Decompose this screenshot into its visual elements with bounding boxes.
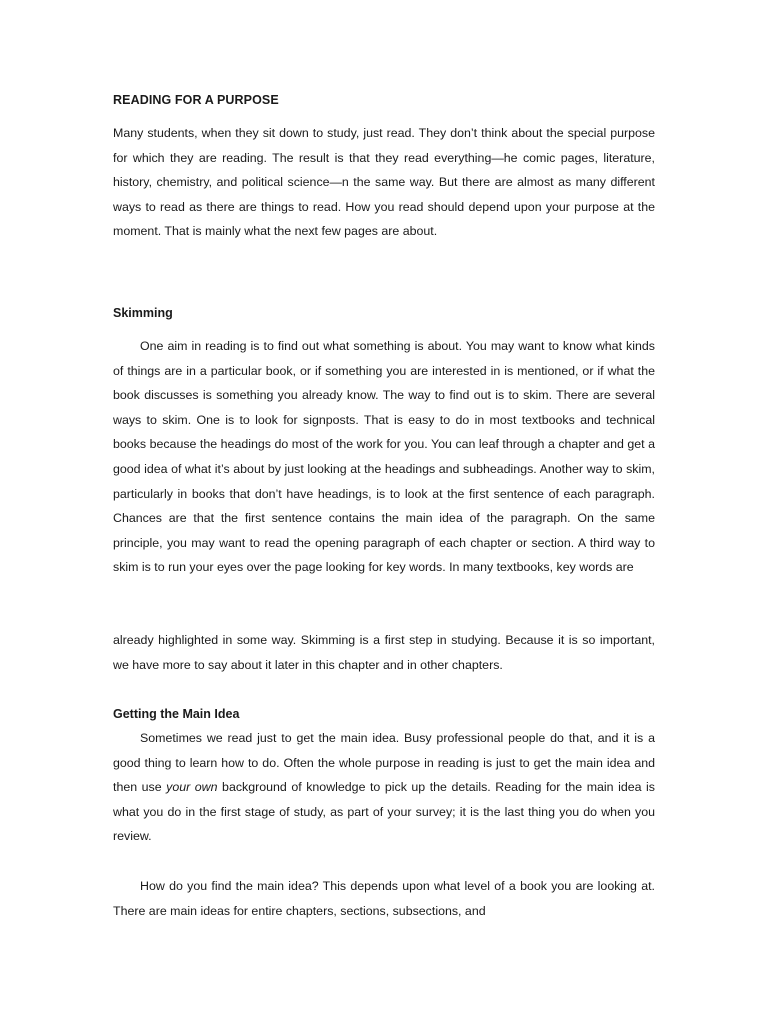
main-idea-text-after: background of knowledge to pick up the details. Reading for the main idea is what you do in the first stage of study, as part of your survey; it is the last thing you do when you review. <box>113 780 655 844</box>
main-idea-emphasis: your own <box>166 780 218 795</box>
main-idea-paragraph-1 <box>113 726 655 849</box>
intro-paragraph: Many students, when they sit down to study, just read. They don’t think about the special purpose for which they are reading. The result is that they read everything—he comic pages, literature, history, chemistry, and political science—n the same way. But there are almost as many different ways to read as there are things to read. How you read should depend upon your purpose at the moment. That is mainly what the next few pages are about. <box>113 126 655 239</box>
skimming-paragraph-1: One aim in reading is to find out what something is about. You may want to know what kinds of things are in a particular book, or if something you are interested in is mentioned, or if what the book discusses is something you already know. The way to find out is to skim. There are several ways to skim. One is to look for signposts. That is easy to do in most textbooks and technical books because the headings do most of the work for you. You can leaf through a chapter and get a good idea of what it’s about by just looking at the headings and subheadings. Another way to skim, particularly in books that don’t have headings, is to look at the first sentence of each paragraph. Chances are that the first sentence contains the main idea of the paragraph. On the same principle, you may want to read the opening paragraph of each chapter or section. A third way to skim is to run your eyes over the page looking for key words. In many textbooks, key words are <box>113 339 655 575</box>
main-idea-text-before: Sometimes we read just to get the main idea. Busy professional people do that, and it is a good thing to learn how to do. Often the whole purpose in reading is just to get the main idea and then use <box>113 731 655 795</box>
section-heading-skimming: Skimming <box>113 306 173 320</box>
skimming-paragraph-2: already highlighted in some way. Skimming is a first step in studying. Because it is so important, we have more to say about it later in this chapter and in other chapters. <box>113 633 655 672</box>
document-title: READING FOR A PURPOSE <box>113 93 279 107</box>
main-idea-paragraph-2: How do you find the main idea? This depends upon what level of a book you are looking at. There are main ideas for entire chapters, sections, subsections, and <box>113 879 655 918</box>
document-page <box>113 0 655 1024</box>
section-heading-main-idea: Getting the Main Idea <box>113 707 240 721</box>
